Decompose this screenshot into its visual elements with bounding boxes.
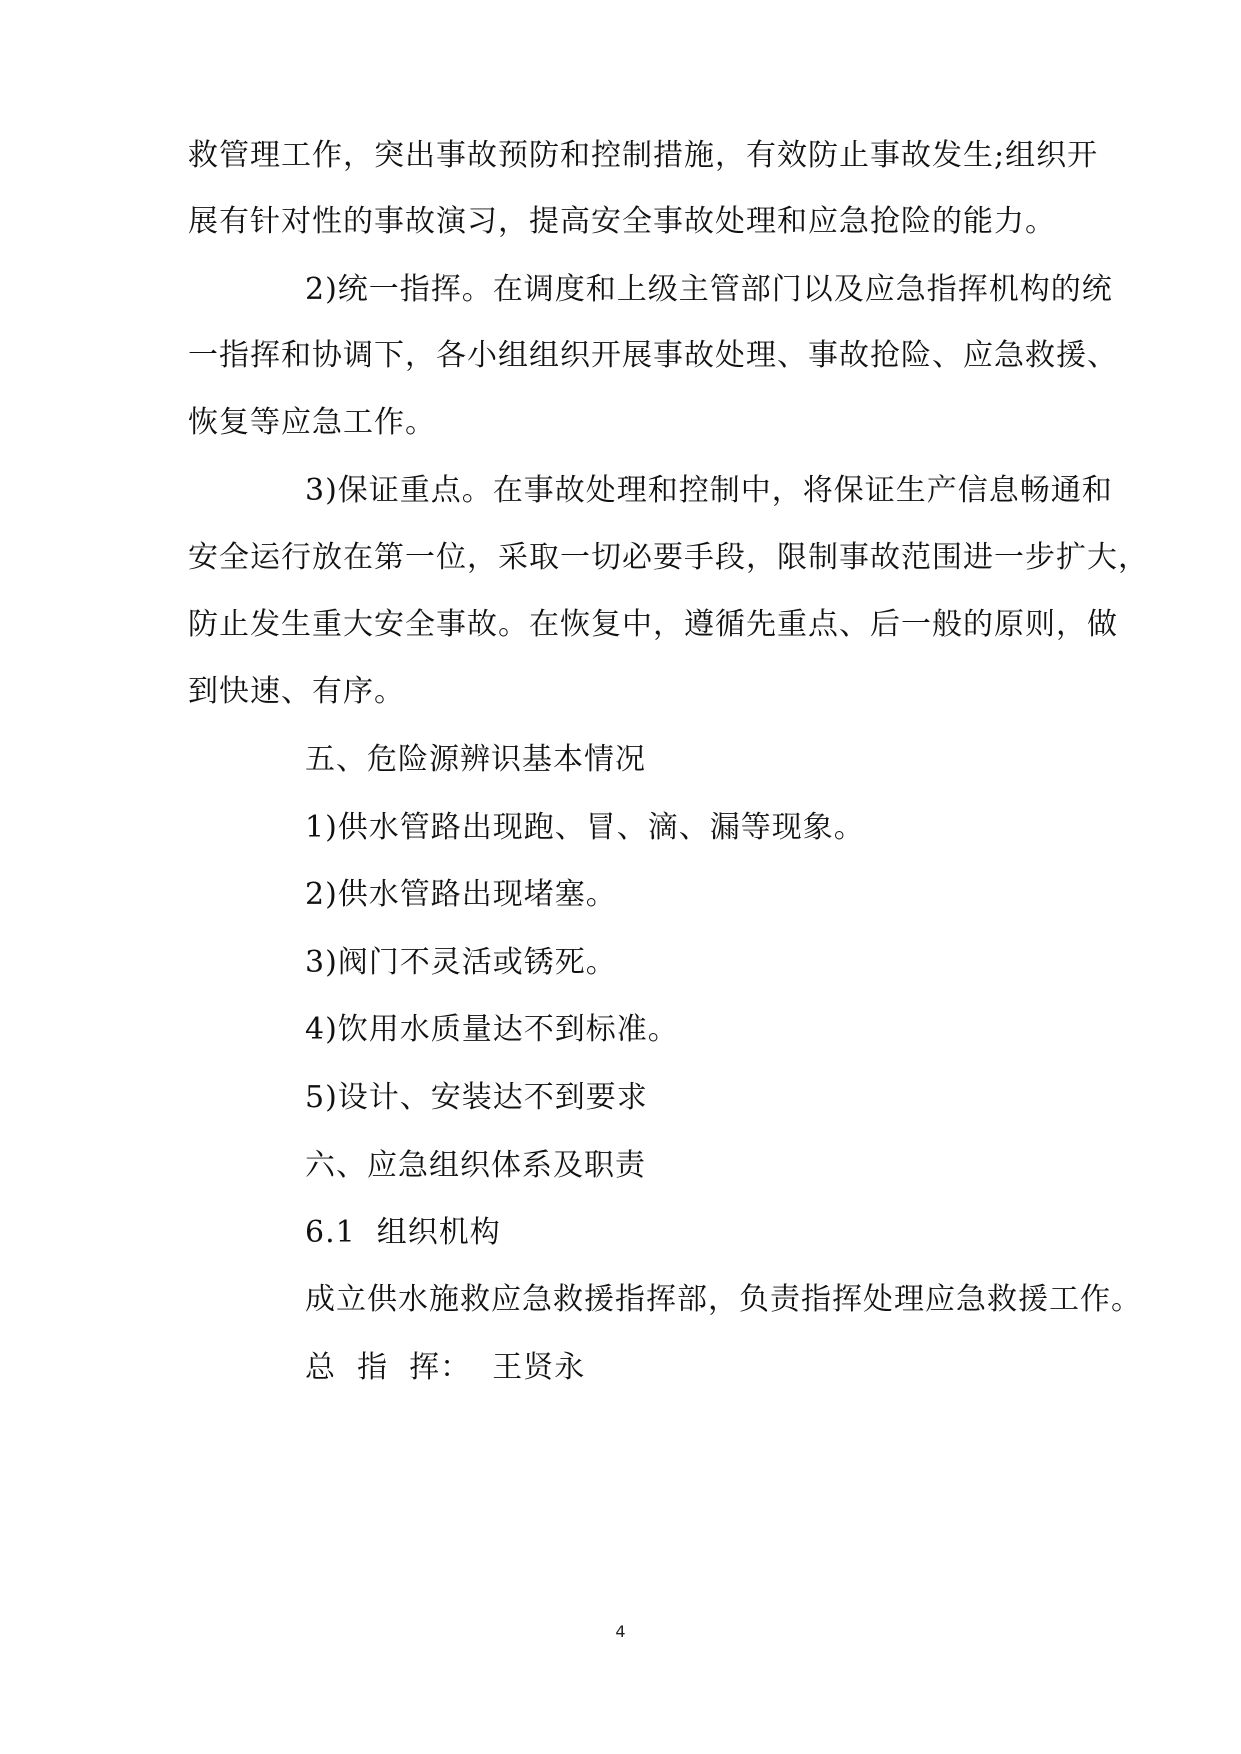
paragraph-line: 成立供水施救应急救援指挥部，负责指挥处理应急救援工作。 (305, 1282, 1142, 1317)
paragraph-line: 防止发生重大安全事故。在恢复中，遵循先重点、后一般的原则，做 (188, 607, 1118, 642)
subsection-heading: 6.1 组织机构 (305, 1215, 501, 1250)
paragraph-line: 展有针对性的事故演习，提高安全事故处理和应急抢险的能力。 (188, 204, 1056, 239)
paragraph-line: 到快速、有序。 (188, 674, 405, 709)
list-item: 3)阀门不灵活或锈死。 (305, 945, 617, 980)
paragraph-line: 3)保证重点。在事故处理和控制中，将保证生产信息畅通和 (305, 473, 1113, 508)
section-heading: 五、危险源辨识基本情况 (305, 742, 646, 777)
list-item: 1)供水管路出现跑、冒、滴、漏等现象。 (305, 810, 865, 845)
list-item: 4)饮用水质量达不到标准。 (305, 1012, 679, 1047)
page-number: 4 (615, 1622, 626, 1641)
paragraph-line: 安全运行放在第一位，采取一切必要手段，限制事故范围进一步扩大， (188, 540, 1149, 575)
paragraph-line: 2)统一指挥。在调度和上级主管部门以及应急指挥机构的统 (305, 272, 1113, 307)
list-item: 5)设计、安装达不到要求 (305, 1080, 648, 1115)
paragraph-line: 救管理工作，突出事故预防和控制措施，有效防止事故发生;组织开 (188, 138, 1099, 173)
commander-line: 总 指 挥： 王贤永 (305, 1350, 586, 1385)
paragraph-line: 一指挥和协调下，各小组组织开展事故处理、事故抢险、应急救援、 (188, 338, 1118, 373)
list-item: 2)供水管路出现堵塞。 (305, 877, 617, 912)
paragraph-line: 恢复等应急工作。 (188, 405, 436, 440)
section-heading: 六、应急组织体系及职责 (305, 1148, 646, 1183)
